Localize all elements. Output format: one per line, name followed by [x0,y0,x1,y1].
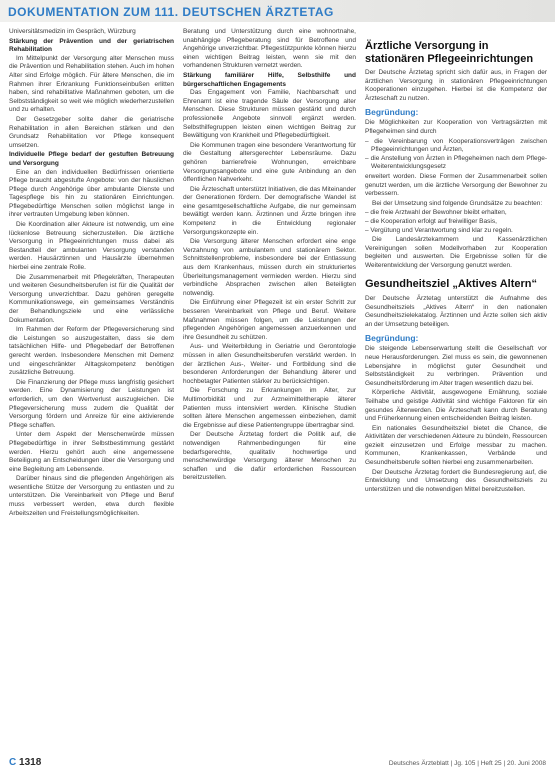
paragraph: Aus- und Weiterbildung in Geriatrie und Gerontologie müssen in allen Gesundheitsberufen verstärkt werden. In der ärztlichen Aus-, Weiter- und Fortbildung sind die besonderen Anforderungen der Behandlung älterer und hochbetagter Patienten stärker zu berücksichtigen. [183,343,356,385]
page-number [9,757,41,768]
paragraph: erweitert worden. Diese Formen der Zusammenarbeit sollen genutzt werden, um die ärztliche Versorgung der Bewohner zu verbessern. [365,172,547,198]
subheading: Stärkung der Prävention und der geriatrischen Rehabilitation [9,37,174,54]
paragraph: Der Deutsche Ärztetag fordert die Bundesregierung auf, die Entwicklung und Umsetzung des Gesundheitsziels zu unterstützen und die notwendigen Mittel bereitzustellen. [365,468,547,493]
paragraph: Unter dem Aspekt der Menschenwürde müssen Pflegebedürftige in ihrer Selbstbestimmung gestärkt werden. Hierzu gehört auch eine angemessene Beteiligung an Entscheidungen über die Versorgung und eine Begleitung am Lebensende. [9,431,174,473]
text-column-middle [183,28,356,753]
journal-citation: Deutsches Ärzteblatt | Jg. 105 | Heft 25 | 20. Juni 2008 [388,760,546,767]
paragraph: Universitätsmedizin im Gespräch, Würzburg [9,28,136,35]
paragraph: Ein nationales Gesundheitsziel bietet die Chance, die Aktivitäten der verschiedenen Akteure zu bündeln, Ressourcen gezielt einzusetzen und Erfolge messbar zu machen. Kommunen, Krankenkassen, Verbände und Gesundheitsberufe sollten hierbei eng zusammenarbeiten. [365,424,547,467]
paragraph: Die Kommunen tragen eine besondere Verantwortung für die Gestaltung altersgerechter Lebensräume. Dazu gehören barrierefreie Wohnungen, erreichbare Versorgungsangebote und eine gute Anbindung an den öffentlichen Nahverkehr. [183,141,356,184]
paragraph: Die Landesärztekammern und Kassenärztlichen Vereinigungen sollen Modellvorhaben zur Kooperation begleiten und auswerten. Die Ergebnisse sollen für die Weiterentwicklung der Versorgung genutzt werden. [365,236,547,269]
paragraph: Bei der Umsetzung sind folgende Grundsätze zu beachten: [372,199,543,207]
paragraph: Eine an den individuellen Bedürfnissen orientierte Pflege braucht abgestufte Angebote: von der häuslichen Pflege durch Angehörige über ambulante Dienste und Tagespflege bis hin zu stationären Einrichtungen. Pflegebedürftige Menschen sollen möglichst lange in ihrer vertrauten Umgebung leben können. [9,168,174,219]
article-heading: Ärztliche Versorgung in stationären Pflegeeinrichtungen [365,40,534,65]
bullet-list [365,138,547,172]
page-number-value: 1318 [19,757,42,768]
list-item: – die Kooperation erfolgt auf freiwilliger Basis, [365,217,497,225]
page-prefix: C [9,757,17,768]
article-heading: Gesundheitsziel „Aktives Altern“ [365,278,537,291]
begruendung-heading: Begründung: [365,333,419,344]
section-title: DOKUMENTATION ZUM 111. DEUTSCHEN ÄRZTETAG [8,5,334,19]
paragraph: Die Versorgung älterer Menschen erfordert eine enge Verzahnung von ambulantem und stationärem Sektor. Schnittstellenprobleme, insbesondere bei der Entlassung aus dem Krankenhaus, müssen durch ein strukturiertes Überleitungsmanagement vermieden werden. Hierzu sind verbindliche Absprachen zwischen allen Beteiligten notwendig. [183,238,356,297]
paragraph: Die Möglichkeiten zur Kooperation von Vertragsärzten mit Pflegeheimen sind durch [365,119,547,135]
paragraph: Das Engagement von Familie, Nachbarschaft und Ehrenamt ist eine tragende Säule der Versorgung alter Menschen. Diese Strukturen müssen gestärkt und durch professionelle Angebote sinnvoll ergänzt werden. Selbsthilfegruppen leisten einen wichtigen Beitrag zur Bewältigung von Krankheit und Pflegebedürftigkeit. [183,89,356,140]
paragraph: Die Einführung einer Pflegezeit ist ein erster Schritt zur besseren Vereinbarkeit von Pflege und Beruf. Weitere Maßnahmen müssen folgen, um die Leistungen der pflegenden Angehörigen angemessen anzuerkennen und ihre Gesundheit zu schützen. [183,299,356,341]
text-column-right [365,28,547,753]
paragraph: Im Rahmen der Reform der Pflegeversicherung sind die Leistungen so auszugestalten, dass sie dem tatsächlichen Hilfe- und Pflegebedarf der Betroffenen gerecht werden. Insbesondere Menschen mit Demenz und eingeschränkter Alltagskompetenz benötigen zusätzliche Betreuung. [9,326,174,377]
paragraph: Die Forschung zu Erkrankungen im Alter, zur Multimorbidität und zur Arzneimitteltherapie älterer Patienten muss intensiviert werden. Klinische Studien sollten ältere Menschen angemessen einbeziehen, damit die Ergebnisse auf diese Patientengruppe übertragbar sind. [183,387,356,429]
paragraph: Die Ärzteschaft unterstützt Initiativen, die das Miteinander der Generationen fördern. Der demografische Wandel ist eine gesamtgesellschaftliche Aufgabe, die nur gemeinsam bewältigt werden kann. Ärztinnen und Ärzte bringen ihre Kompetenz in die Entwicklung regionaler Versorgungskonzepte ein. [183,185,356,236]
paragraph: Körperliche Aktivität, ausgewogene Ernährung, soziale Teilhabe und geistige Aktivität sind wichtige Faktoren für ein gesundes Älterwerden. Die Ärzteschaft kann durch Beratung und Früherkennung einen entscheidenden Beitrag leisten. [365,389,547,423]
paragraph: Die steigende Lebenserwartung stellt die Gesellschaft vor neue Herausforderungen. Ziel muss es sein, die gewonnenen Lebensjahre in möglichst guter Gesundheit und Selbstständigkeit zu verbringen. Prävention und Gesundheitsförderung im Alter tragen wesentlich dazu bei. [365,345,547,387]
subheading: Individuelle Pflege bedarf der gestuften Betreuung und Versorgung [9,151,174,167]
text-column-left [9,28,174,753]
list-item: – die freie Arztwahl der Bewohner bleibt erhalten, [365,209,507,217]
list-item: – Vergütung und Verantwortung sind klar zu regeln. [365,226,513,234]
paragraph: Beratung und Unterstützung durch eine wohnortnahe, unabhängige Pflegeberatung sind für Betroffene und Angehörige unverzichtbar. Pflegestützpunkte können hierzu einen wichtigen Beitrag leisten, wenn sie mit den vorhandenen Strukturen vernetzt werden. [183,28,356,70]
list-item: – die Vereinbarung von Kooperationsverträgen zwischen Pflegeeinrichtungen und Ärzten, [365,137,547,154]
paragraph: Die Zusammenarbeit mit Pflegekräften, Therapeuten und weiteren Gesundheitsberufen ist für die Qualität der Versorgung unverzichtbar. Dazu gehören geregelte Kommunikationswege, ein gemeinsames Verständnis der Behandlungsziele und eine verlässliche Dokumentation. [9,273,174,324]
bullet-list [365,209,547,235]
page-header [0,0,555,22]
subheading: Stärkung familiärer Hilfe, Selbsthilfe und bürgerschaftlichen Engagements [183,71,356,88]
paragraph: Der Deutsche Ärztetag unterstützt die Aufnahme des Gesundheitsziels „Aktives Altern“ in den nationalen Gesundheitszielekatalog. Ärztinnen und Ärzte sollen sich aktiv an der Umsetzung beteiligen. [365,294,547,328]
begruendung-heading: Begründung: [365,107,419,118]
paragraph: Die Finanzierung der Pflege muss langfristig gesichert werden. Eine Dynamisierung der Leistungen ist erforderlich, um den Wertverlust auszugleichen. Die Pflegeversicherung muss zudem die Qualität der Versorgung fördern und Anreize für eine aktivierende Pflege schaffen. [9,378,174,429]
paragraph: Der Gesetzgeber sollte daher die geriatrische Rehabilitation in allen Bereichen stärken und den Grundsatz Rehabilitation vor Pflege konsequent umsetzen. [9,115,174,149]
list-item: – die Anstellung von Ärzten in Pflegeheimen nach dem Pflege-Weiterentwicklungsgesetz [365,154,547,171]
paragraph: Die Koordination aller Akteure ist notwendig, um eine lückenlose Betreuung sicherzustellen. Die ärztliche Versorgung in Pflegeeinrichtungen muss dabei als Bestandteil der ambulanten Versorgung verstanden werden. Hausärztinnen und Hausärzte übernehmen hierbei eine zentrale Rolle. [9,221,174,272]
paragraph: Der Deutsche Ärztetag fordert die Politik auf, die notwendigen Rahmenbedingungen für eine bedarfsgerechte, qualitativ hochwertige und menschenwürdige Versorgung älterer Menschen zu schaffen und die dafür erforderlichen Ressourcen bereitzustellen. [183,431,356,482]
paragraph: Darüber hinaus sind die pflegenden Angehörigen als wesentliche Stütze der Versorgung zu entlasten und zu unterstützen. Die Vereinbarkeit von Pflege und Beruf muss verbessert werden, etwa durch flexible Arbeitszeiten und Freistellungsmöglichkeiten. [9,475,174,517]
paragraph: Der Deutsche Ärztetag spricht sich dafür aus, in Fragen der ärztlichen Versorgung in stationären Pflegeeinrichtungen Kooperationen einzugehen. Hierbei ist die Kompetenz der Ärzteschaft zu nutzen. [365,69,547,102]
paragraph: Im Mittelpunkt der Versorgung alter Menschen muss die Prävention und Rehabilitation stehen. Auch im hohen Alter sind Erfolge möglich. Für ältere Menschen, die im Rahmen ihrer Erkrankung Funktionseinbußen erlitten haben, sind rehabilitative Maßnahmen geboten, um die Selbstständigkeit so weit wie möglich wiederherzustellen und zu erhalten. [9,54,174,114]
